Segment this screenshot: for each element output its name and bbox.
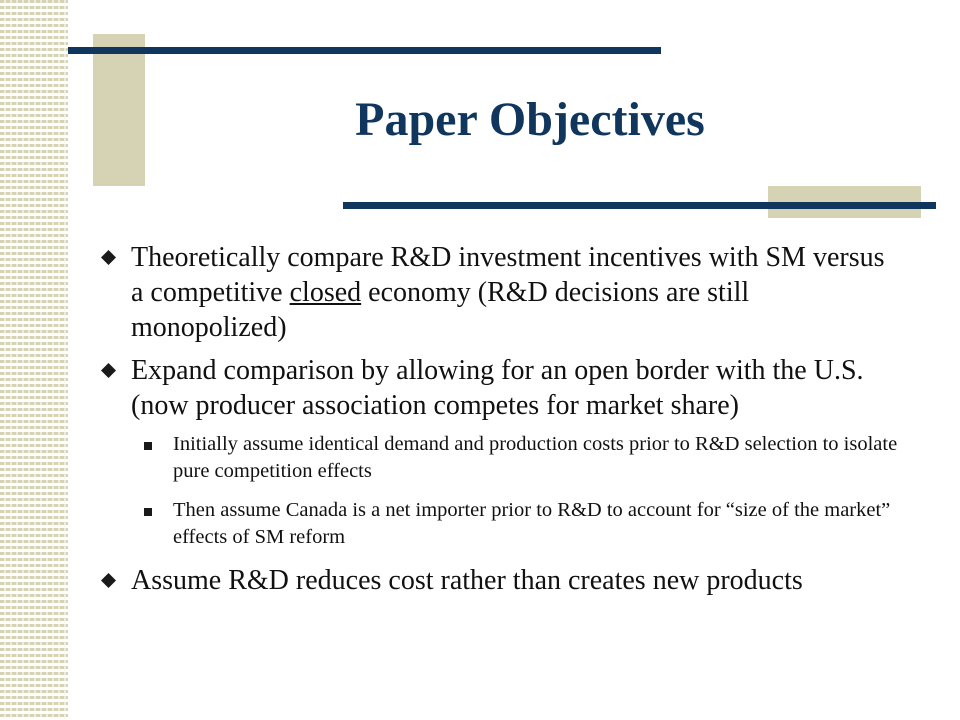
- bullet-1-text-end: economy (R&D decisions are still monopolized): [131, 277, 750, 343]
- diamond-bullet-icon: [101, 250, 116, 265]
- square-bullet-icon: [144, 442, 152, 450]
- square-bullet-icon: [144, 508, 152, 516]
- slide-title: Paper Objectives: [355, 93, 705, 146]
- bottom-rule: [343, 202, 936, 209]
- bullet-item-3: [100, 563, 900, 598]
- bullet-list: [100, 240, 900, 606]
- sub-bullet-1-text: Initially assume identical demand and production costs prior to R&D selection to isolate pure competition effects: [173, 433, 898, 482]
- sub-bullet-2-text: Then assume Canada is a net importer prior to R&D to account for “size of the market” effects of SM reform: [173, 499, 891, 548]
- diamond-bullet-icon: [101, 573, 116, 588]
- bullet-1-underlined-word: closed: [289, 277, 362, 308]
- sub-bullet-item-1: [100, 431, 900, 485]
- bullet-item-1: [100, 240, 900, 345]
- bullet-item-2: [100, 353, 900, 423]
- sub-bullet-item-2: [100, 497, 900, 551]
- top-rule: [68, 47, 661, 54]
- bullet-1-text-start: Theoretically compare R&D investment incentives with SM versus a competitive: [131, 242, 885, 308]
- diamond-bullet-icon: [101, 363, 116, 378]
- bullet-3-text: Assume R&D reduces cost rather than creates new products: [131, 565, 803, 596]
- bullet-2-text: Expand comparison by allowing for an open border with the U.S. (now producer association competes for market share): [131, 355, 864, 421]
- left-stripe-decoration: [0, 0, 68, 720]
